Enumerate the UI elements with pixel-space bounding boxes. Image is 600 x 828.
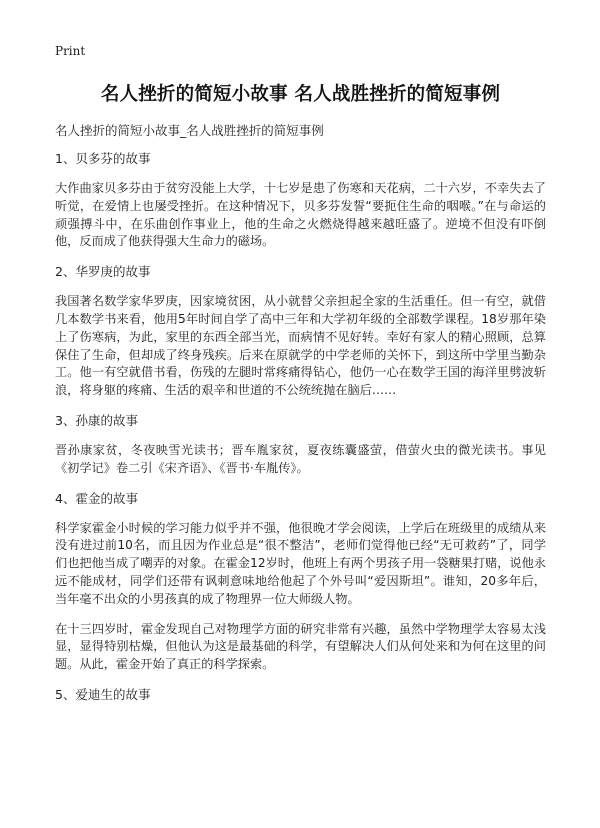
section-paragraph: 大作曲家贝多芬由于贫穷没能上大学，十七岁是患了伤寒和天花病，二十六岁，不幸失去了听觉，在爱情上也屡受挫折。在这种情况下，贝多芬发誓“要扼住生命的咽喉。”在与命运的顽强搏斗中，在乐曲创作事业上，他的生命之火燃烧得越来越旺盛了。逆境不但没有吓倒他，反而成了他获得强大生命力的磁场。 — [55, 181, 546, 249]
section-heading: 4、霍金的故事 — [55, 490, 138, 506]
section-paragraph: 科学家霍金小时候的学习能力似乎并不强，他很晚才学会阅读，上学后在班级里的成绩从来没有进过前10名，而且因为作业总是“很不整洁”，老师们觉得他已经“无可救药”了，同学们也把他当成了嘲弄的对象。在霍金12岁时，他班上有两个男孩子用一袋糖果打赌，说他永远不能成材，同学们还带有讽刺意味地给他起了个外号叫“爱因斯坦”。谁知，20多年后，当年毫不出众的小男孩真的成了物理界一位大师级人物。 — [55, 520, 546, 606]
section-heading: 3、孙康的故事 — [55, 412, 138, 428]
section-paragraph: 在十三四岁时，霍金发现自己对物理学方面的研究非常有兴趣，虽然中学物理学太容易太浅显，显得特别枯燥，但他认为这是最基础的科学，有望解决人们从何处来和为何在这里的问题。从此，霍金开始了真正的科学探索。 — [55, 621, 546, 672]
section-heading: 1、贝多芬的故事 — [55, 151, 151, 166]
section-paragraph: 晋孙康家贫，冬夜映雪光读书；晋车胤家贫，夏夜练囊盛萤，借萤火虫的微光读书。事见《初学记》卷二引《宋齐语》、《晋书·车胤传》。 — [55, 442, 546, 475]
page-title: 名人挫折的简短小故事 名人战胜挫折的简短事例 — [100, 84, 501, 105]
section-heading: 5、爱迪生的故事 — [55, 686, 151, 702]
page-subtitle: 名人挫折的简短小故事_名人战胜挫折的简短事例 — [55, 123, 324, 138]
print-link[interactable]: Print — [55, 44, 86, 58]
article-body — [55, 150, 546, 716]
section-paragraph: 我国著名数学家华罗庚，因家境贫困，从小就替父亲担起全家的生活重任。但一有空，就借几本数学书来看，他用5年时间自学了高中三年和大学初年级的全部数学课程。18岁那年染上了伤寒病，为此，家里的东西全部当光，而病情不见好转。幸好有家人的精心照顾，总算保住了生命，但却成了终身残疾。后来在原就学的中学老师的关怀下，到这所中学里当勤杂工。他一有空就借书看，伤残的左腿时常疼痛得钻心，他仍一心在数学王国的海洋里劈波斩浪，将身躯的疼痛、生活的艰辛和世道的不公统统抛在脑后…… — [55, 294, 546, 398]
section-heading: 2、华罗庚的故事 — [55, 264, 151, 280]
